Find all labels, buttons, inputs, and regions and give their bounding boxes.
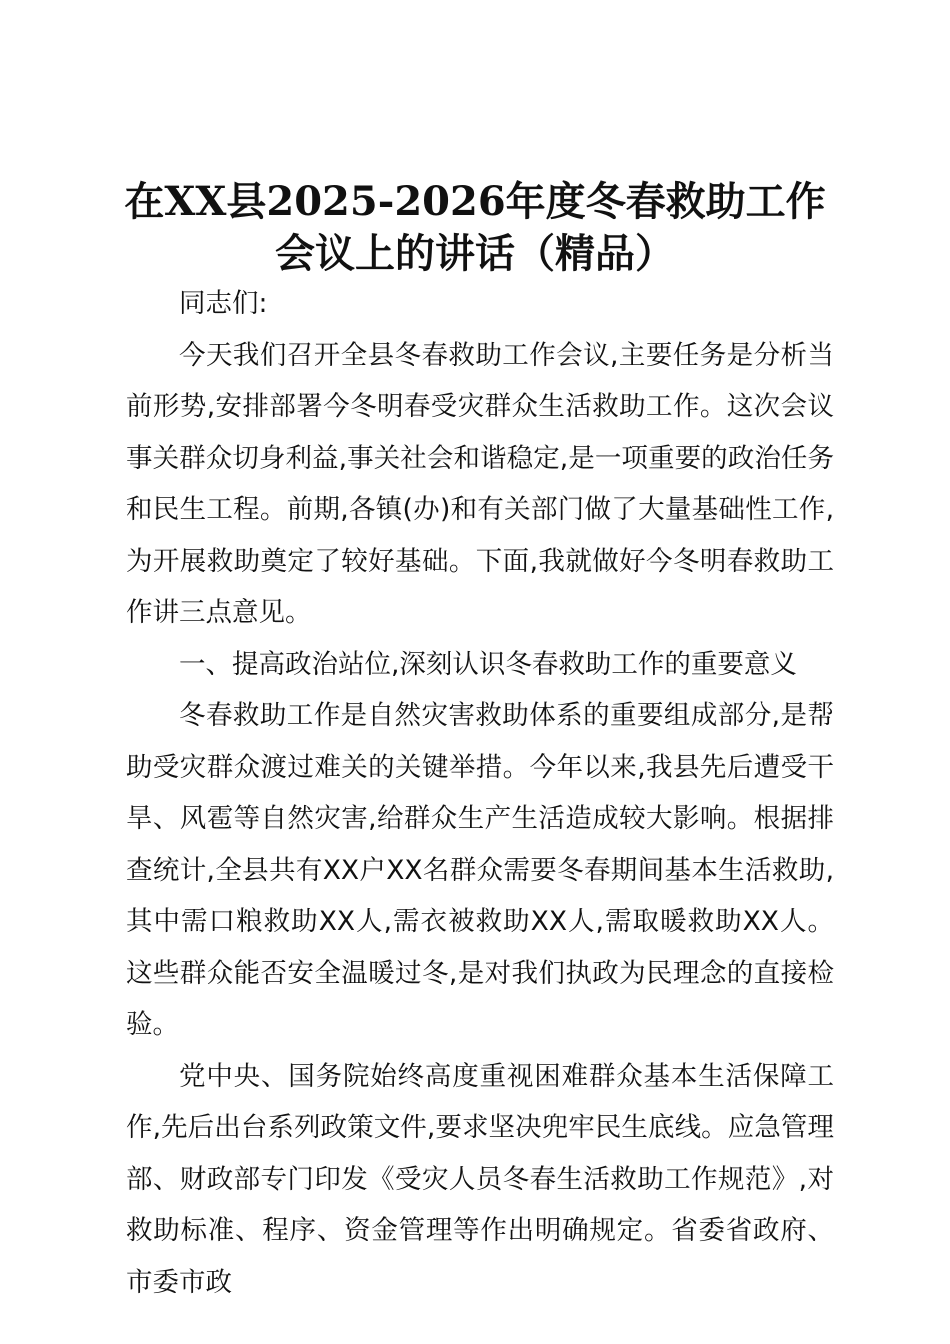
body-paragraph: 冬春救助工作是自然灾害救助体系的重要组成部分,是帮助受灾群众渡过难关的关键举措。今年以来,我县先后遭受干旱、风雹等自然灾害,给群众生产生活造成较大影响。根据排查统计,全县共有XX户XX名群众需要冬春期间基本生活救助,其中需口粮救助XX人,需衣被救助XX人,需取暖救助XX人。这些群众能否安全温暖过冬,是对我们执政为民理念的直接检验。 — [126, 700, 834, 1040]
body-paragraph: 党中央、国务院始终高度重视困难群众基本生活保障工作,先后出台系列政策文件,要求坚决兜牢民生底线。应急管理部、财政部专门印发《受灾人员冬春生活救助工作规范》,对救助标准、程序、资金管理等作出明确规定。省委省政府、市委市政 — [126, 1060, 834, 1298]
speech-body — [126, 278, 834, 1308]
opening-paragraph: 今天我们召开全县冬春救助工作会议,主要任务是分析当前形势,安排部署今冬明春受灾群众生活救助工作。这次会议事关群众切身利益,事关社会和谐稳定,是一项重要的政治任务和民生工程。前期,各镇(办)和有关部门做了大量基础性工作,为开展救助奠定了较好基础。下面,我就做好今冬明春救助工作讲三点意见。 — [126, 339, 834, 628]
title-line-2: 会议上的讲话（精品） — [275, 230, 675, 277]
document-title — [120, 176, 830, 280]
salutation: 同志们: — [179, 288, 268, 319]
title-line-1: 在XX县2025-2026年度冬春救助工作 — [124, 178, 826, 225]
section-heading-1: 一、提高政治站位,深刻认识冬春救助工作的重要意义 — [179, 648, 797, 680]
